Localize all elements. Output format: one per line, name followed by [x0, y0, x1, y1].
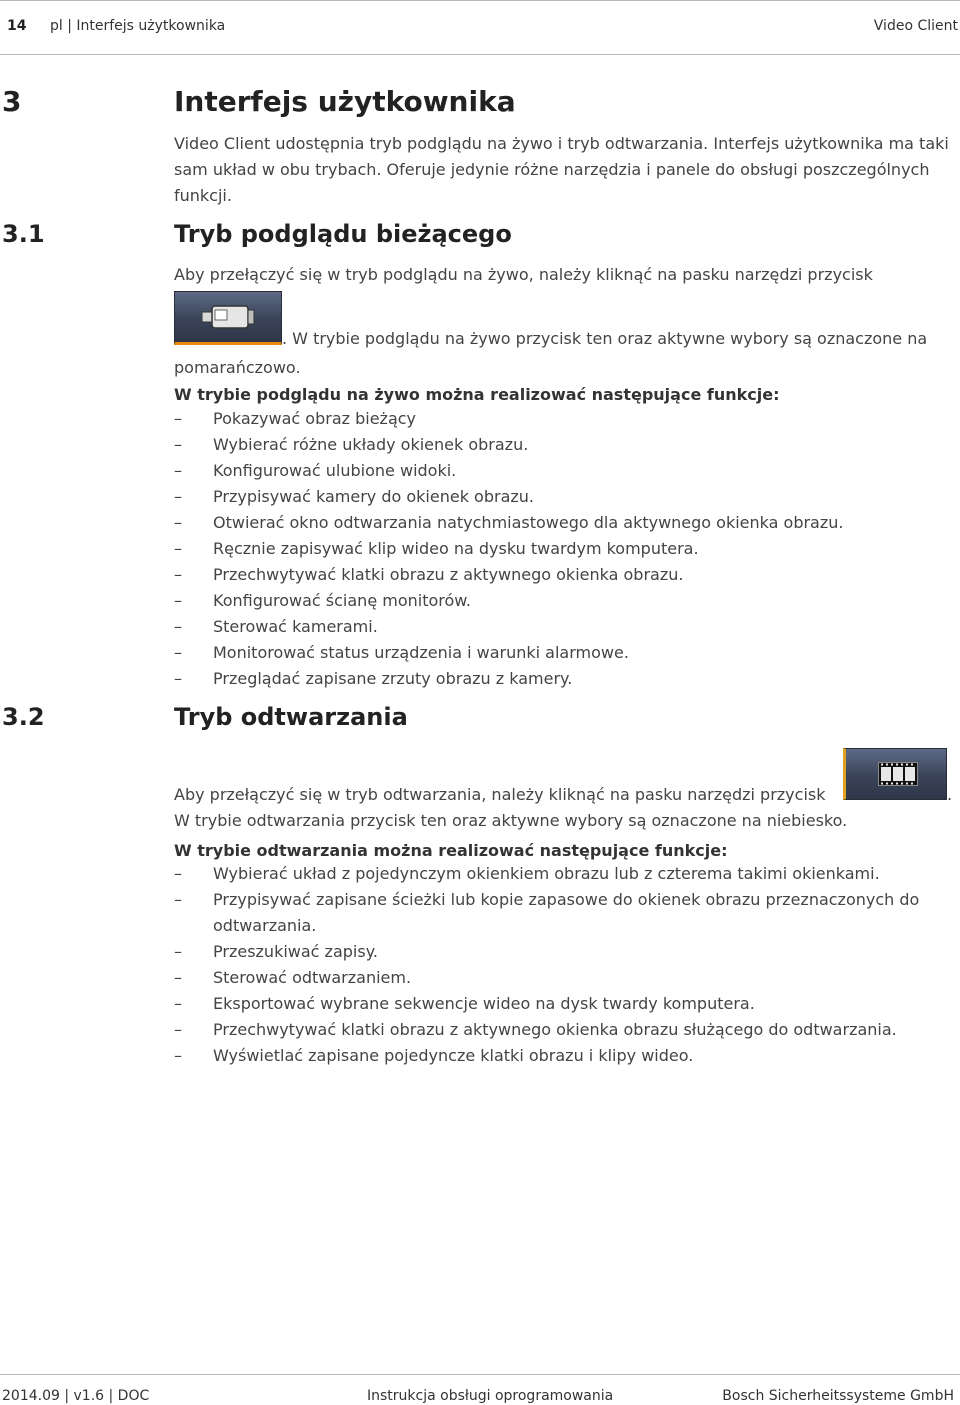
list-item: – Wybierać układ z pojedynczym okienkiem obrazu lub z czterema takimi okienkami.	[174, 861, 949, 887]
list-item: – Eksportować wybrane sekwencje wideo na dysk twardy komputera.	[174, 991, 949, 1017]
list-item: – Otwierać okno odtwarzania natychmiastowego dla aktywnego okienka obrazu.	[174, 510, 949, 536]
list-item: – Wybierać różne układy okienek obrazu.	[174, 432, 949, 458]
list-item: – Konfigurować ulubione widoki.	[174, 458, 949, 484]
playback-text-before: Aby przełączyć się w tryb odtwarzania, należy kliknąć na pasku narzędzi przycisk	[174, 785, 826, 804]
live-text-tail: pomarańczowo.	[174, 358, 301, 377]
list-item: – Sterować kamerami.	[174, 614, 949, 640]
list-item: – Przechwytywać klatki obrazu z aktywnego okienka obrazu służącego do odtwarzania.	[174, 1017, 949, 1043]
chapter-title: Interfejs użytkownika	[174, 85, 516, 118]
list-item: – Przeszukiwać zapisy.	[174, 939, 949, 965]
list-item: – Monitorować status urządzenia i warunki alarmowe.	[174, 640, 949, 666]
header-product: Video Client	[873, 18, 958, 34]
playback-text-line2: W trybie odtwarzania przycisk ten oraz aktywne wybory są oznaczone na niebiesko.	[174, 811, 848, 830]
footer-doc-title: Instrukcja obsługi oprogramowania	[367, 1388, 614, 1404]
list-item: – Sterować odtwarzaniem.	[174, 965, 949, 991]
list-item: – Przypisywać zapisane ścieżki lub kopie zapasowe do okienek obrazu przeznaczonych do odtwarzania.	[174, 887, 949, 939]
section-playback-title: Tryb odtwarzania	[174, 703, 408, 731]
list-item: – Przypisywać kamery do okienek obrazu.	[174, 484, 949, 510]
page-number: 14	[7, 18, 27, 34]
list-item: – Konfigurować ścianę monitorów.	[174, 588, 949, 614]
playback-mode-button[interactable]	[843, 748, 947, 800]
live-text-before: Aby przełączyć się w tryb podglądu na żywo, należy kliknąć na pasku narzędzi przycisk	[174, 265, 873, 284]
footer-rule	[0, 1374, 960, 1375]
playback-text-period: .	[947, 785, 953, 804]
live-text-after: . W trybie podglądu na żywo przycisk ten oraz aktywne wybory są oznaczone na	[282, 329, 928, 348]
playback-functions-list	[174, 861, 949, 1069]
list-item: – Wyświetlać zapisane pojedyncze klatki obrazu i klipy wideo.	[174, 1043, 949, 1069]
list-item: – Ręcznie zapisywać klip wideo na dysku twardym komputera.	[174, 536, 949, 562]
section-live-title: Tryb podglądu bieżącego	[174, 220, 512, 248]
film-strip-icon	[878, 762, 918, 786]
live-functions-heading: W trybie podglądu na żywo można realizować następujące funkcje:	[174, 385, 780, 404]
section-live-number: 3.1	[2, 220, 45, 248]
section-playback-number: 3.2	[2, 703, 45, 731]
chapter-number: 3	[2, 85, 22, 118]
camera-icon	[201, 303, 255, 331]
footer-company: Bosch Sicherheitssysteme GmbH	[722, 1388, 954, 1404]
top-rule	[0, 0, 960, 1]
header-rule	[0, 54, 960, 55]
breadcrumb: pl | Interfejs użytkownika	[50, 18, 226, 34]
list-item: – Przeglądać zapisane zrzuty obrazu z kamery.	[174, 666, 949, 692]
list-item: – Pokazywać obraz bieżący	[174, 406, 949, 432]
chapter-intro: Video Client udostępnia tryb podglądu na żywo i tryb odtwarzania. Interfejs użytkownika ma taki sam układ w obu trybach. Oferuje jedynie różne narzędzia i panele do obsługi poszczególnych funkcji.	[174, 134, 949, 205]
playback-functions-heading: W trybie odtwarzania można realizować następujące funkcje:	[174, 841, 728, 860]
list-item: – Przechwytywać klatki obrazu z aktywnego okienka obrazu.	[174, 562, 949, 588]
footer-version: 2014.09 | v1.6 | DOC	[2, 1388, 150, 1404]
live-mode-button[interactable]	[174, 291, 282, 345]
live-functions-list	[174, 406, 949, 692]
